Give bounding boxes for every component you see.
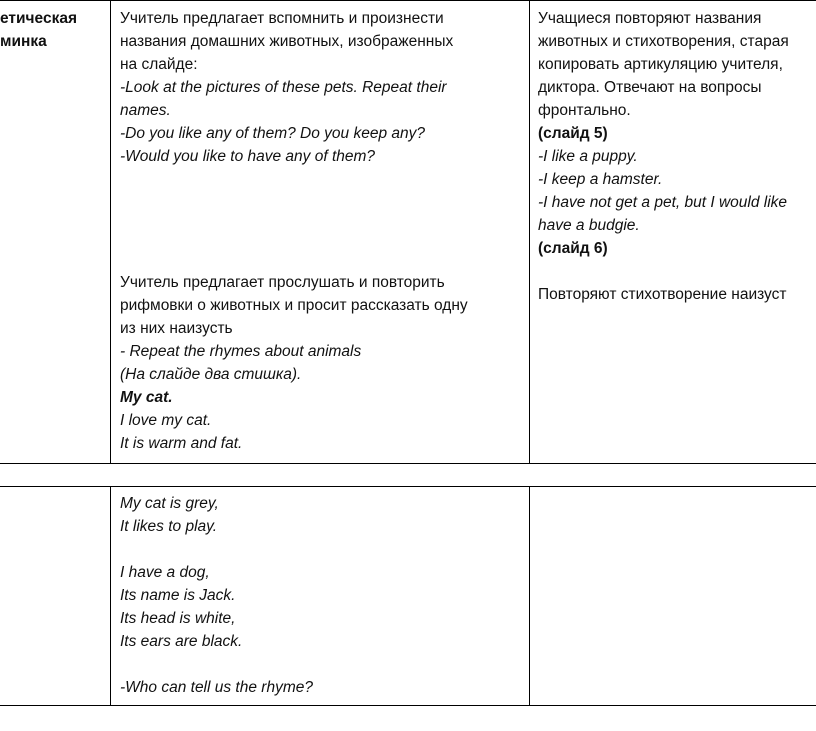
rhyme-line: I love my cat. xyxy=(120,412,212,429)
student-text-line: Повторяют стихотворение наизуст xyxy=(538,286,787,303)
rhyme-line: It likes to play. xyxy=(120,518,218,535)
column-divider xyxy=(110,487,111,705)
teacher-instruction-line: - Repeat the rhymes about animals xyxy=(120,343,362,360)
rhyme-title: My cat. xyxy=(120,389,173,406)
column-divider xyxy=(529,487,530,705)
teacher-text-line: на слайде: xyxy=(120,56,198,73)
teacher-instruction-line: (На слайде два стишка). xyxy=(120,366,302,383)
teacher-question-line: -Would you like to have any of them? xyxy=(120,148,376,165)
stage-name-line: минка xyxy=(0,33,47,50)
rhyme-line: Its head is white, xyxy=(120,610,236,627)
student-activity-cell xyxy=(538,7,816,306)
teacher-text-line: названия домашних животных, изображенных xyxy=(120,33,454,50)
student-text-line: диктора. Отвечают на вопросы xyxy=(538,79,762,96)
teacher-activity-cell xyxy=(120,7,520,168)
teacher-question-line: -Look at the pictures of these pets. Repeat their xyxy=(120,79,447,96)
teacher-question-line: -Who can tell us the rhyme? xyxy=(120,679,313,696)
column-divider xyxy=(110,1,111,463)
rhyme-line: My cat is grey, xyxy=(120,495,219,512)
stage-name-line: етическая xyxy=(0,10,77,27)
rhyme-continuation-cell xyxy=(120,492,520,699)
lesson-table-bottom xyxy=(0,486,816,706)
column-divider xyxy=(529,1,530,463)
student-text-line: копировать артикуляцию учителя, xyxy=(538,56,783,73)
student-text-line: фронтально. xyxy=(538,102,631,119)
teacher-text-line: рифмовки о животных и просит рассказать одну xyxy=(120,297,468,314)
student-answer-line: -I like a puppy. xyxy=(538,148,638,165)
rhyme-line: It is warm and fat. xyxy=(120,435,243,452)
teacher-question-line: -Do you like any of them? Do you keep any? xyxy=(120,125,426,142)
teacher-text-line: Учитель предлагает прослушать и повторить xyxy=(120,274,445,291)
rhyme-line: I have a dog, xyxy=(120,564,210,581)
slide-reference: (слайд 5) xyxy=(538,125,608,142)
teacher-rhyme-cell xyxy=(120,271,520,455)
student-answer-line: have a budgie. xyxy=(538,217,640,234)
student-answer-line: -I have not get a pet, but I would like xyxy=(538,194,788,211)
teacher-question-line: names. xyxy=(120,102,171,119)
student-answer-line: -I keep a hamster. xyxy=(538,171,663,188)
stage-cell xyxy=(0,7,108,53)
teacher-text-line: Учитель предлагает вспомнить и произнести xyxy=(120,10,444,27)
rhyme-line: Its ears are black. xyxy=(120,633,243,650)
teacher-text-line: из них наизусть xyxy=(120,320,233,337)
slide-reference: (слайд 6) xyxy=(538,240,608,257)
student-text-line: Учащиеся повторяют названия xyxy=(538,10,762,27)
rhyme-line: Its name is Jack. xyxy=(120,587,236,604)
student-text-line: животных и стихотворения, старая xyxy=(538,33,789,50)
